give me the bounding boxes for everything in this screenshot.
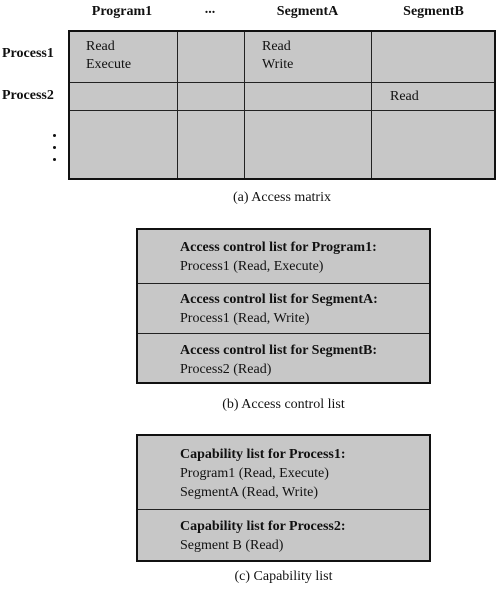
access-control-list (136, 228, 431, 384)
column-header-segmentb: SegmentB (403, 4, 464, 19)
acl-entry-segmentb (138, 334, 429, 382)
row-ellipsis-dot (53, 158, 56, 161)
acl-caption: (b) Access control list (222, 397, 345, 412)
acl-entry-line: Process2 (Read) (180, 362, 272, 377)
capability-entry-process2 (138, 510, 429, 560)
capability-list (136, 434, 431, 562)
acl-entry-program1 (138, 230, 429, 284)
capability-entry-line: Program1 (Read, Execute) (180, 466, 329, 481)
acl-entry-title: Access control list for SegmentB: (180, 343, 377, 358)
matrix-cell-line: Write (262, 57, 294, 72)
column-header-segmenta: SegmentA (276, 4, 339, 19)
matrix-grid-line (371, 32, 372, 178)
matrix-cell-line: Read (86, 39, 115, 54)
row-ellipsis-dot (53, 134, 56, 137)
acl-entry-segmenta (138, 284, 429, 334)
access-matrix-caption: (a) Access matrix (233, 190, 331, 205)
matrix-cell-process2-segmentb (390, 88, 419, 106)
matrix-cell-line: Execute (86, 57, 132, 72)
acl-entry-line: Process1 (Read, Execute) (180, 259, 324, 274)
matrix-grid-line (244, 32, 245, 178)
matrix-cell-process1-segmenta (262, 38, 293, 74)
access-matrix (68, 30, 496, 180)
acl-entry-line: Process1 (Read, Write) (180, 311, 310, 326)
matrix-grid-line (70, 110, 494, 111)
column-header-program1: Program1 (91, 4, 153, 19)
matrix-cell-process1-program1 (86, 38, 131, 74)
capability-entry-title: Capability list for Process1: (180, 447, 346, 462)
row-label-process1: Process1 (2, 46, 54, 61)
matrix-cell-line: Read (262, 39, 291, 54)
capability-entry-process1 (138, 436, 429, 510)
acl-entry-title: Access control list for Program1: (180, 240, 377, 255)
row-label-process2: Process2 (2, 88, 54, 103)
acl-entry-title: Access control list for SegmentA: (180, 292, 378, 307)
capability-caption: (c) Capability list (234, 569, 333, 584)
capability-entry-title: Capability list for Process2: (180, 519, 346, 534)
matrix-cell-line: Read (390, 89, 419, 104)
capability-entry-line: Segment B (Read) (180, 538, 284, 553)
column-header-ellipsis: ... (204, 2, 216, 17)
matrix-grid-line (70, 82, 494, 83)
row-ellipsis-dot (53, 146, 56, 149)
capability-entry-line: SegmentA (Read, Write) (180, 485, 318, 500)
matrix-grid-line (177, 32, 178, 178)
